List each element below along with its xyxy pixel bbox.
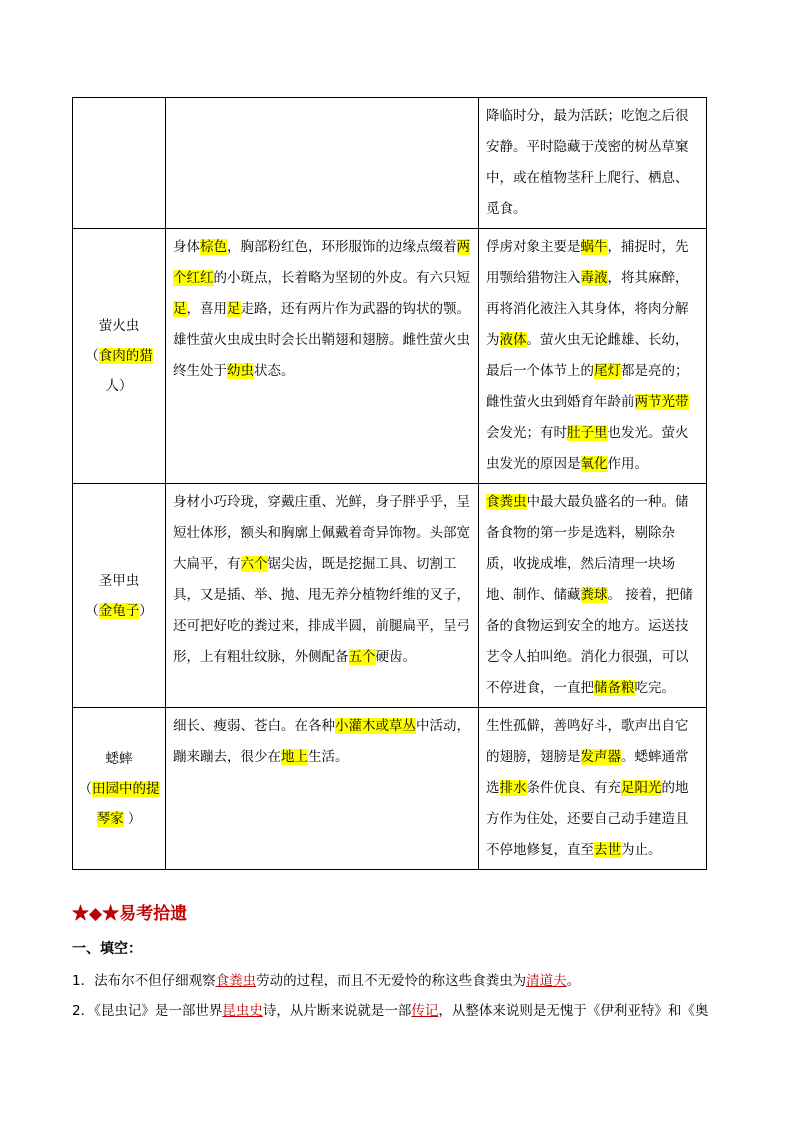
answer-blank: 传记 [411, 1003, 439, 1019]
insect-alias: （田园中的提琴家 ） [78, 780, 160, 827]
insect-name-cell [73, 484, 166, 708]
question-text: 劳动的过程，而且不无爱怜的称这些食粪虫为 [256, 973, 527, 989]
highlight: 储备粮 [594, 680, 635, 696]
highlight: 毒液 [580, 270, 608, 286]
highlight: 小灌木或草丛 [335, 718, 416, 734]
highlight: 幼虫 [227, 363, 254, 379]
highlight: 两节光带 [634, 394, 689, 410]
table-row [73, 484, 707, 708]
appearance-cell: 细长、瘦弱、苍白。在各种小灌木或草丛中活动，蹦来蹦去，很少在地上生活。 [166, 708, 479, 870]
highlight: 地上 [281, 749, 308, 765]
answer-blank: 昆虫史 [222, 1003, 263, 1019]
highlight: 食粪虫 [486, 494, 527, 510]
highlight: 足 [173, 301, 187, 317]
appearance-cell [166, 98, 479, 229]
highlight: 田园中的 [92, 780, 146, 797]
highlight: 去世 [594, 842, 621, 858]
habit-cell: 食粪虫中最大最负盛名的一种。储备食物的第一步是选料，剔除杂质，收拢成堆，然后清理一块场地、制作、储藏粪球。 接着，把储备的食物运到安全的地方。运送技艺令人拍叫绝。消化力很强，可以不停进食，一直把储备粮吃完。 [479, 484, 707, 708]
insect-alias: （食肉的猎人） [85, 348, 153, 394]
highlight: 食肉的猎 [98, 348, 153, 364]
highlight: 棕色 [200, 239, 227, 255]
highlight: 足 [621, 780, 635, 796]
highlight: 两个红红 [173, 239, 470, 286]
question-text: 。 [566, 973, 581, 989]
insect-table [72, 97, 707, 870]
insect-name-cell [73, 98, 166, 229]
highlight: 足 [227, 301, 241, 317]
question-text: 诗，从片断来说就是一部 [262, 1003, 412, 1019]
insect-name: 萤火虫 [98, 318, 140, 334]
table-row [73, 98, 707, 229]
insect-alias: （金龟子） [85, 602, 153, 619]
highlight: 金龟子 [98, 602, 140, 619]
habit-cell: 俘虏对象主要是蜗牛，捕捉时，先用颚给猎物注入毒液，将其麻醉，再将消化液注入其身体，将肉分解为液体。萤火虫无论雌雄、长幼，最后一个体节上的尾灯都是亮的；雌性萤火虫到婚育年龄前两节光带会发光；有时肚子里也发光。萤火虫发光的原因是氧化作用。 [479, 229, 707, 484]
answer-blank: 食粪虫 [215, 973, 257, 989]
highlight: 提琴家 [96, 780, 160, 827]
highlight: 粪球 [580, 587, 608, 603]
highlight: 阳光 [634, 780, 662, 796]
highlight: 六个 [240, 556, 268, 572]
section-title: ★◆★易考拾遗 [72, 904, 188, 924]
question-text: 1．法布尔不但仔细观察 [72, 973, 216, 989]
insect-name: 圣甲虫 [98, 572, 140, 589]
highlight: 排水 [499, 780, 527, 796]
table-row [73, 708, 707, 870]
habit-cell: 生性孤僻，善鸣好斗，歌声出自它的翅膀，翅膀是发声器。蟋蟀通常选排水条件优良、有充足阳光的地方作为住处，还要自己动手建造且不停地修复，直至去世为止。 [479, 708, 707, 870]
insect-name-cell [73, 708, 166, 870]
highlight: 尾灯 [594, 363, 621, 379]
answer-blank: 清道夫 [526, 973, 567, 989]
highlight: 五个 [348, 649, 376, 665]
appearance-cell: 身材小巧玲珑，穿戴庄重、光鲜，身子胖乎乎，呈短壮体形，额头和胸廓上佩戴着奇异饰物。头部宽大扁平，有六个锯尖齿，既是挖掘工具、切割工具，又是插、举、抛、甩无养分植物纤维的叉子，还可把好吃的粪过来，排成半圆，前腿扁平，呈弓形，上有粗壮纹脉，外侧配备五个硬齿。 [166, 484, 479, 708]
question-text: ，从整体来说则是无愧于《伊利亚特》和《奥 [438, 1003, 709, 1019]
question-1 [72, 969, 580, 989]
highlight: 液体 [499, 332, 527, 348]
highlight: 氧化 [580, 456, 608, 472]
question-2 [72, 999, 708, 1019]
appearance-cell: 身体棕色，胸部粉红色，环形服饰的边缘点缀着两个红红的小斑点，长着略为坚韧的外皮。有六只短足，喜用足走路，还有两片作为武器的钩状的颚。雄性萤火虫成虫时会长出鞘翅和翅膀。雌性萤火虫终生处于幼虫状态。 [166, 229, 479, 484]
highlight: 发声器 [580, 749, 621, 765]
section-subtitle: 一、填空： [72, 941, 142, 957]
insect-name-cell [73, 229, 166, 484]
habit-cell: 降临时分，最为活跃；吃饱之后很安静。平时隐藏于茂密的树丛草窠中，或在植物茎秆上爬行、栖息、觅食。 [479, 98, 707, 229]
table-row [73, 229, 707, 484]
highlight: 蜗牛 [580, 239, 608, 255]
question-text: 2．《昆虫记》是一部世界 [72, 1003, 223, 1019]
insect-name: 蟋蟀 [105, 750, 133, 767]
highlight: 肚子里 [567, 425, 608, 441]
